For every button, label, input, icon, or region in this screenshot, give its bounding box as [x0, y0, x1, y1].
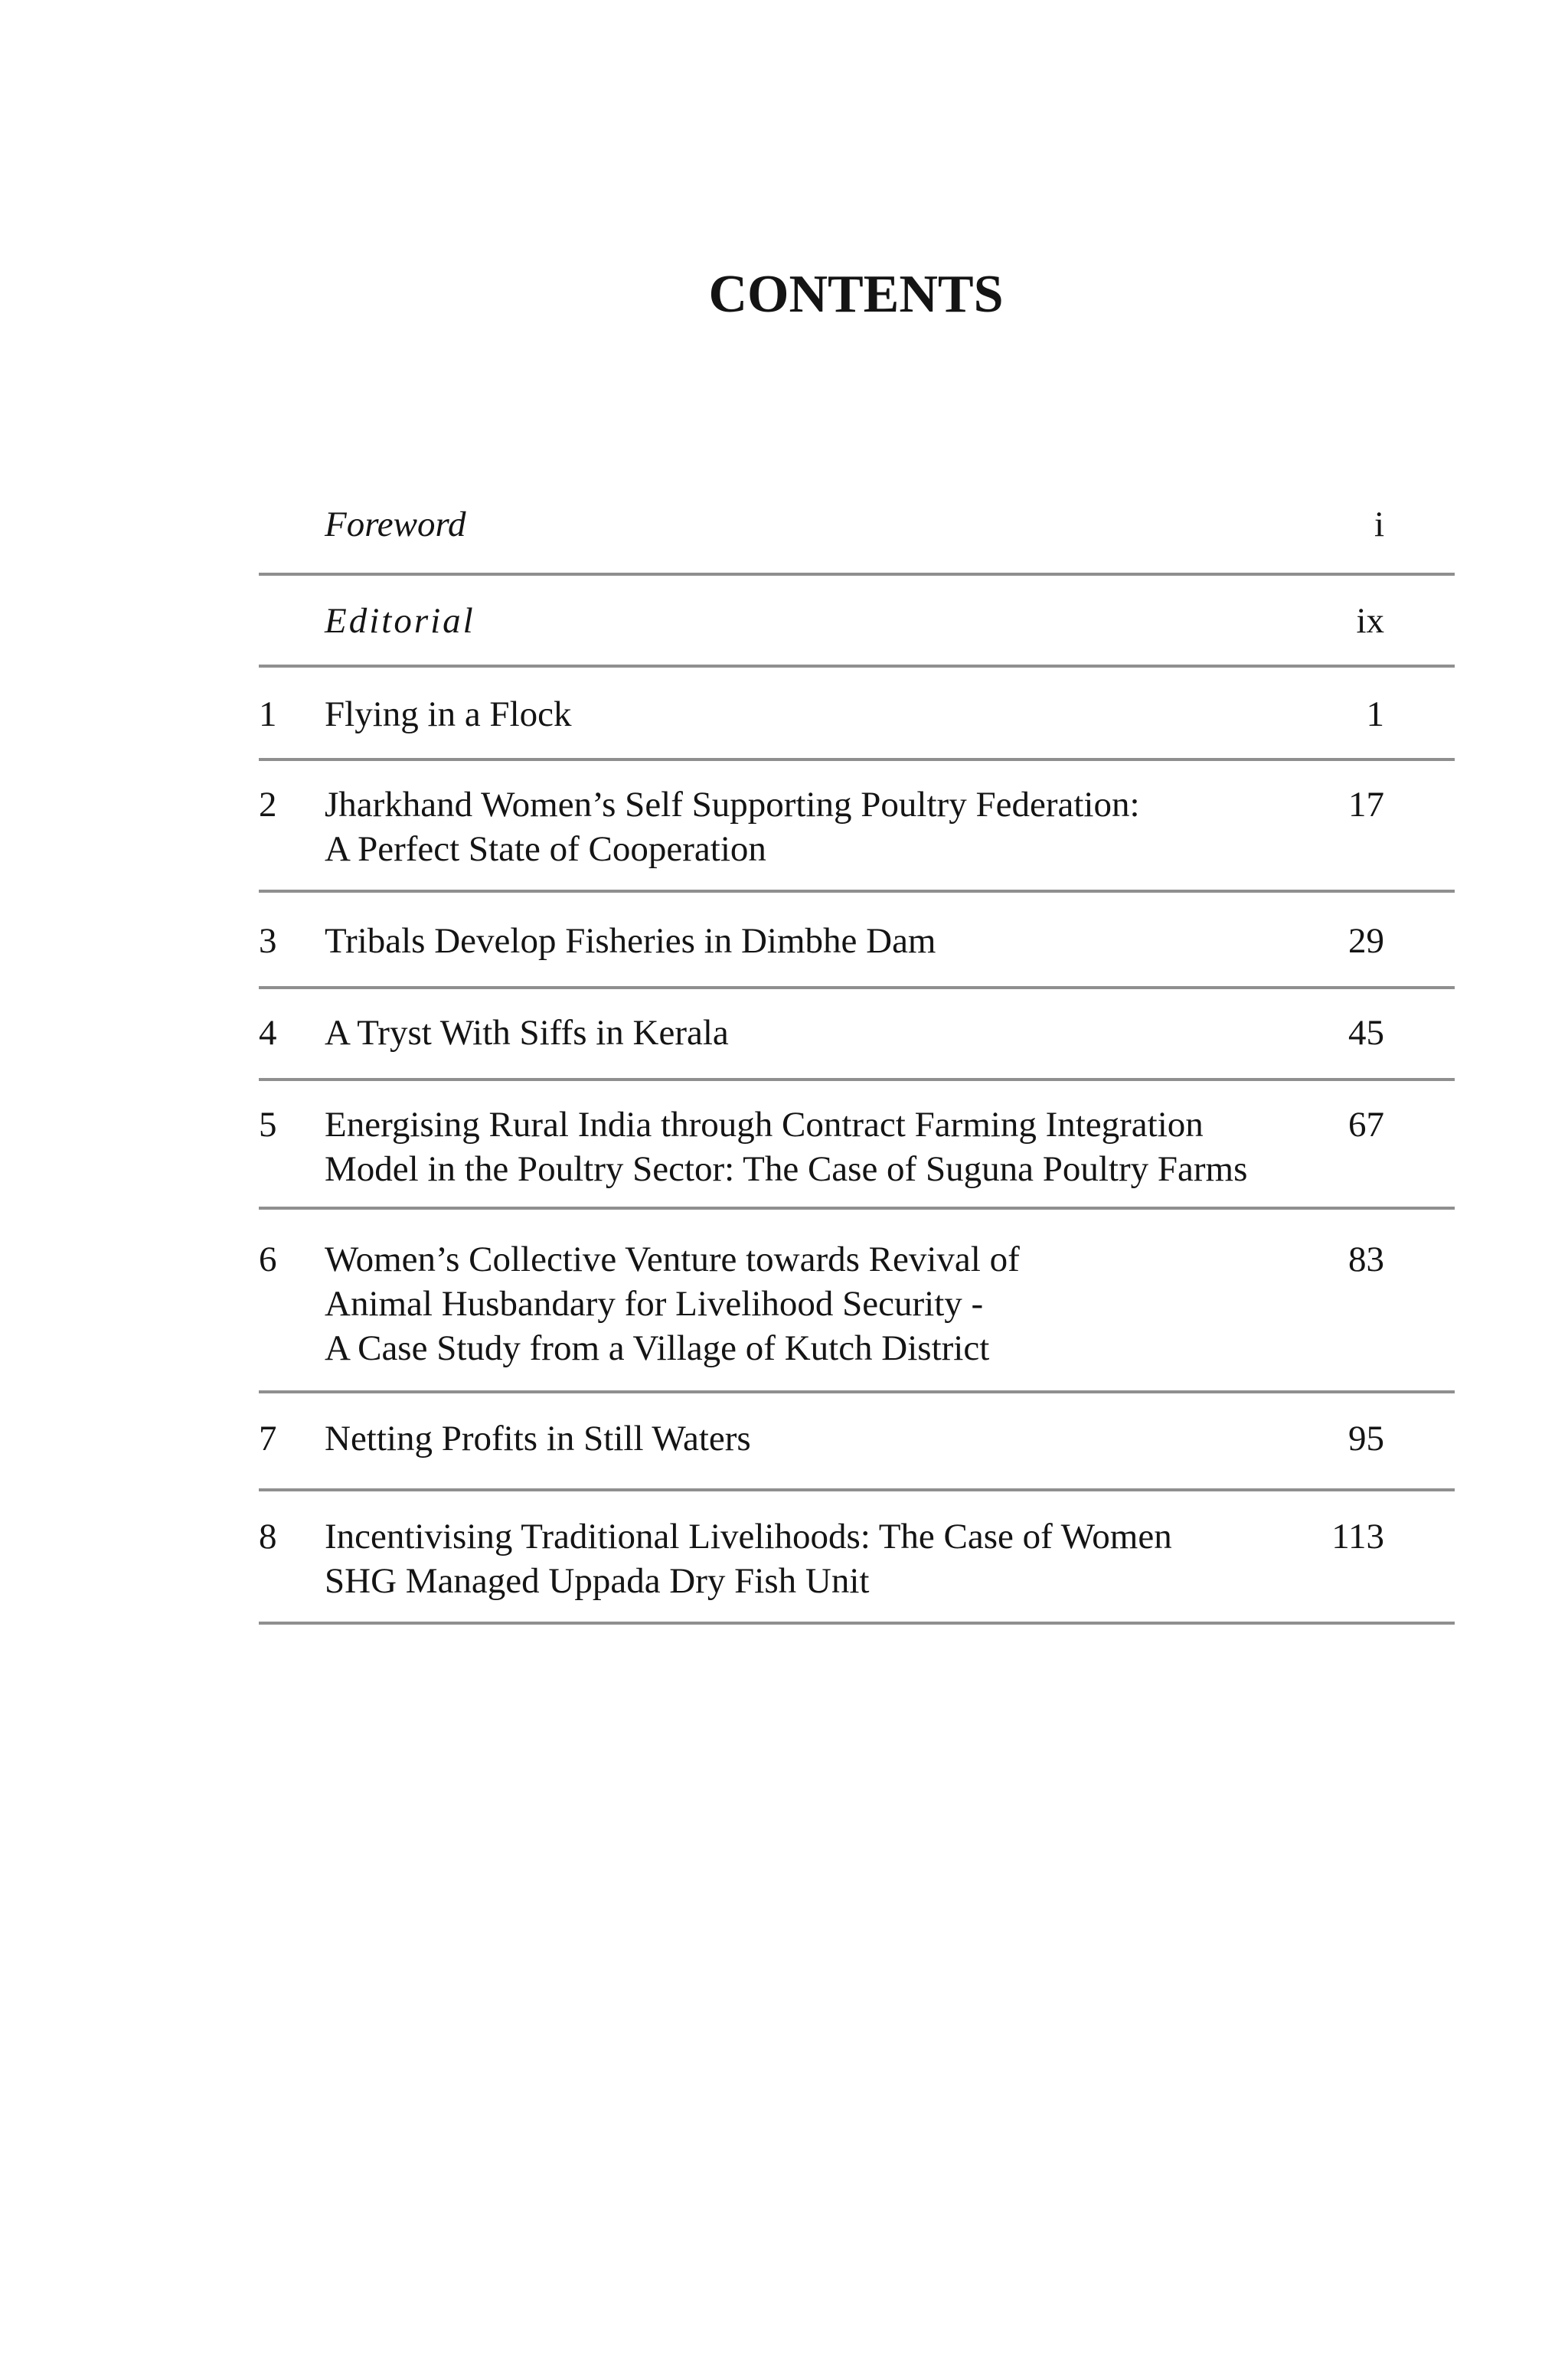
- toc-entry-2[interactable]: [259, 761, 1455, 893]
- toc-entry-7[interactable]: [259, 1393, 1455, 1491]
- toc-entry-title-line: A Perfect State of Cooperation: [325, 829, 766, 869]
- toc-entry-title: [325, 599, 475, 643]
- toc-entry-number: 7: [259, 1419, 277, 1458]
- toc-entry-editorial[interactable]: [259, 576, 1455, 668]
- toc-entry-number: 6: [259, 1240, 277, 1279]
- toc-entry-title-line: A Tryst With Siffs in Kerala: [325, 1013, 729, 1053]
- toc-entry-title-line: Tribals Develop Fisheries in Dimbhe Dam: [325, 921, 936, 961]
- toc-entry-page: 95: [1348, 1419, 1384, 1458]
- toc-entry-title: [325, 1102, 1247, 1191]
- toc-entry-title-line: Foreword: [325, 505, 466, 544]
- toc-entry-page: 45: [1348, 1013, 1384, 1053]
- toc-entry-page: 17: [1348, 785, 1384, 825]
- toc-entry-title-line: Animal Husbandary for Livelihood Security -: [325, 1284, 984, 1324]
- toc-entry-page: 29: [1348, 921, 1384, 961]
- toc-entry-5[interactable]: [259, 1081, 1455, 1210]
- toc-entry-title-line: A Case Study from a Village of Kutch District: [325, 1328, 990, 1368]
- toc-entry-page: ix: [1356, 601, 1384, 641]
- toc-entry-title: [325, 1416, 751, 1461]
- toc-entry-page: i: [1374, 505, 1384, 544]
- toc-entry-title: [325, 1237, 1020, 1370]
- toc-entry-title-line: SHG Managed Uppada Dry Fish Unit: [325, 1561, 870, 1601]
- toc-entry-title: [325, 1011, 729, 1055]
- toc-entry-3[interactable]: [259, 893, 1455, 989]
- toc-entry-number: 3: [259, 921, 277, 961]
- toc-entry-page: 113: [1331, 1517, 1384, 1556]
- toc-entry-foreword[interactable]: [259, 498, 1455, 576]
- toc-entry-number: 1: [259, 694, 277, 734]
- toc-entry-page: 83: [1348, 1240, 1384, 1279]
- toc-entry-title-line: Model in the Poultry Sector: The Case of Suguna Poultry Farms: [325, 1149, 1248, 1189]
- toc-entry-title-line: Editorial: [325, 601, 475, 641]
- toc-entry-title-line: Women’s Collective Venture towards Revival of: [325, 1240, 1020, 1279]
- table-of-contents: [259, 498, 1455, 1625]
- toc-entry-title: [325, 1514, 1172, 1603]
- toc-entry-title-line: Flying in a Flock: [325, 694, 572, 734]
- toc-entry-title: [325, 502, 466, 547]
- toc-entry-number: 5: [259, 1105, 277, 1145]
- toc-entry-title: [325, 782, 1140, 871]
- toc-entry-8[interactable]: [259, 1491, 1455, 1625]
- toc-entry-title-line: Energising Rural India through Contract Farming Integration: [325, 1105, 1204, 1145]
- toc-entry-title-line: Incentivising Traditional Livelihoods: The Case of Women: [325, 1517, 1172, 1556]
- toc-entry-number: 8: [259, 1517, 277, 1556]
- page-title: CONTENTS: [708, 265, 1004, 324]
- toc-entry-4[interactable]: [259, 989, 1455, 1081]
- toc-entry-1[interactable]: [259, 668, 1455, 761]
- toc-entry-6[interactable]: [259, 1210, 1455, 1393]
- toc-entry-title: [325, 919, 936, 963]
- toc-entry-page: 1: [1366, 694, 1384, 734]
- toc-entry-number: 2: [259, 785, 277, 825]
- toc-entry-page: 67: [1348, 1105, 1384, 1145]
- toc-entry-title-line: Netting Profits in Still Waters: [325, 1419, 751, 1458]
- toc-entry-number: 4: [259, 1013, 277, 1053]
- toc-entry-title-line: Jharkhand Women’s Self Supporting Poultry Federation:: [325, 785, 1140, 825]
- toc-entry-title: [325, 692, 571, 737]
